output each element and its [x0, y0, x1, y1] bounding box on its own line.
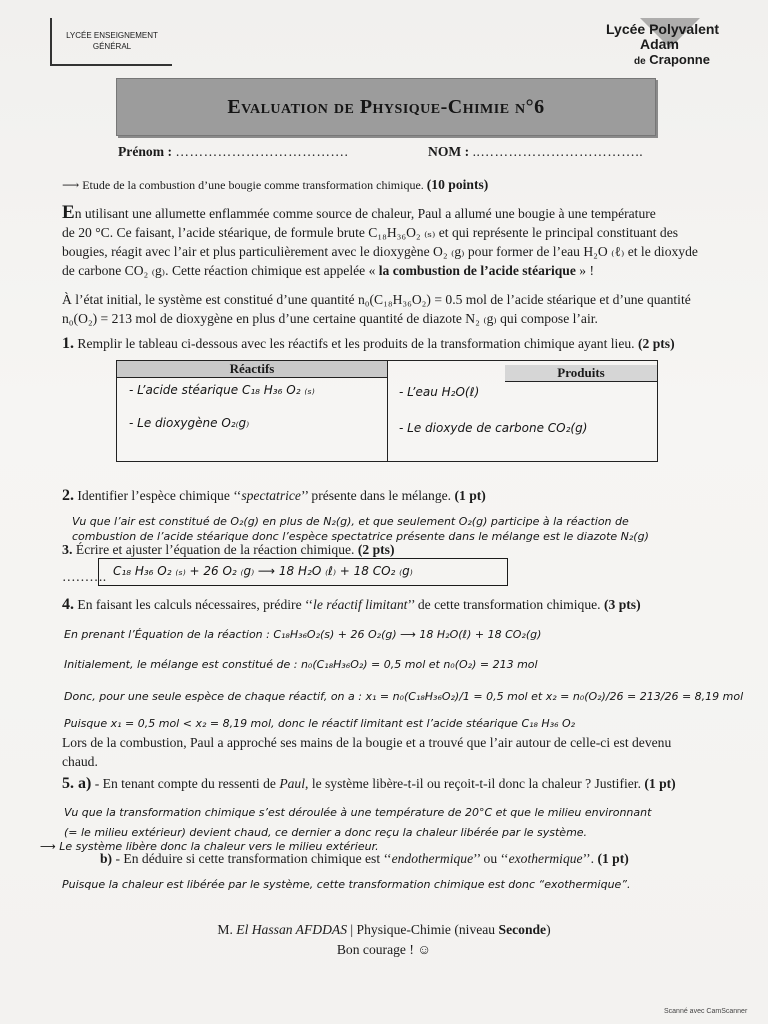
- equation-box[interactable]: [98, 558, 508, 586]
- answer-q3-equation: C₁₈ H₃₆ O₂ ₍ₛ₎ + 26 O₂ ₍g₎ ⟶ 18 H₂O ₍ℓ₎ + 18 CO₂ ₍g₎: [113, 564, 413, 578]
- school-right-line3-name: Craponne: [649, 52, 710, 67]
- question-2: 2. Identifier l’espèce chimique ‘‘spectatrice’’ présente dans le mélange. (1 pt): [62, 487, 486, 504]
- intro-p1-line3: bougies, réagit avec l’air et plus particulièrement avec le dioxygène O₂ ₍g₎ pour former de l’eau H₂O ₍ℓ₎ et le dioxyde: [62, 244, 698, 259]
- q4-keyword: le réactif limitant: [313, 597, 408, 612]
- exercise-heading: [62, 176, 488, 194]
- q5b-number: b): [100, 851, 113, 866]
- question-1: [62, 335, 675, 353]
- school-right-line2: Adam: [640, 36, 679, 52]
- school-left-line2: GÉNÉRAL: [92, 42, 132, 51]
- author-line: M. El Hassan AFDDAS | Physique-Chimie (niveau Seconde): [217, 922, 551, 937]
- question-5a: 5. a) - En tenant compte du ressenti de Paul, le système libère-t-il ou reçoit-t-il donc la chaleur ? Justifier. (1 pt): [62, 775, 676, 792]
- arrow-right-icon: ⟶: [62, 178, 80, 192]
- followup-line1: Lors de la combustion, Paul a approché ses mains de la bougie et a trouvé que l’air autour de celle-ci est devenu: [62, 735, 672, 750]
- q1-number: 1.: [62, 335, 74, 352]
- answer-q5a-line2[interactable]: (= le milieu extérieur) devient chaud, ce dernier a donc reçu la chaleur libérée par le système.: [64, 826, 588, 839]
- q4-number: 4.: [62, 596, 74, 613]
- answer-reactif-1[interactable]: - L’acide stéarique C₁₈ H₃₆ O₂ ₍ₛ₎: [129, 383, 315, 397]
- q3-number: 3.: [62, 543, 73, 558]
- reactants-products-table: [116, 360, 658, 462]
- table-header-produits: Produits: [505, 365, 657, 382]
- table-divider: [387, 361, 388, 461]
- school-label-left: [50, 18, 172, 66]
- answer-q4-line1[interactable]: En prenant l’Équation de la réaction : C₁₈H₃₆O₂(s) + 26 O₂(g) ⟶ 18 H₂O(ℓ) + 18 CO₂(g): [64, 628, 542, 641]
- exam-title-banner: [116, 78, 656, 136]
- answer-q5a-line3[interactable]: ⟶ Le système libère donc la chaleur vers le milieu extérieur.: [40, 840, 379, 853]
- q4-points: (3 pts): [603, 597, 641, 612]
- school-right-line1: Lycée Polyvalent: [606, 21, 720, 37]
- intro-p2-line1: À l’état initial, le système est constitué d’une quantité n₀(C₁₈H₃₆O₂) = 0.5 mol de l’acide stéarique et d’une quantité: [62, 292, 691, 307]
- answer-produit-2[interactable]: - Le dioxyde de carbone CO₂(g): [399, 421, 588, 435]
- followup-line2: chaud.: [62, 754, 98, 769]
- school-right-line3-prefix: de: [634, 56, 646, 67]
- question-4: 4. En faisant les calculs nécessaires, prédire ‘‘le réactif limitant’’ de cette transformation chimique. (3 pts): [62, 596, 641, 613]
- answer-q4-line2[interactable]: Initialement, le mélange est constitué de : n₀(C₁₈H₃₆O₂) = 0,5 mol et n₀(O₂) = 213 mol: [64, 658, 538, 671]
- reaction-name: la combustion de l’acide stéarique: [378, 263, 576, 278]
- answer-q5b[interactable]: Puisque la chaleur est libérée par le système, cette transformation chimique est donc “exothermique”.: [62, 878, 631, 891]
- q3-points: (2 pts): [357, 542, 395, 557]
- answer-produit-1[interactable]: - L’eau H₂O(ℓ): [399, 385, 480, 399]
- intro-paragraph-2: [62, 290, 712, 328]
- intro-p1-line2: de 20 °C. Ce faisant, l’acide stéarique, de formule brute C₁₈H₃₆O₂ ₍ₛ₎ et qui représente le principal constituant des: [62, 225, 679, 240]
- nom-label: NOM :: [428, 144, 470, 159]
- q2-number: 2.: [62, 487, 74, 504]
- q5-paul: Paul: [279, 776, 306, 791]
- good-luck-text: Bon courage ! ☺: [336, 942, 432, 957]
- exercise-points: (10 points): [426, 177, 489, 192]
- q1-points: (2 pts): [637, 336, 675, 351]
- q1-text: Remplir le tableau ci-dessous avec les réactifs et les produits de la transformation chimique ayant lieu.: [77, 336, 635, 351]
- intro-paragraph-1: [62, 203, 712, 280]
- author-name: El Hassan AFDDAS: [236, 922, 348, 937]
- prenom-dots: ……………………………….: [175, 144, 349, 159]
- scanner-watermark: Scanné avec CamScanner: [664, 1008, 748, 1015]
- school-right-line3: [606, 52, 736, 69]
- answer-q2-line2[interactable]: combustion de l’acide stéarique donc l’espèce spectatrice présente dans le mélange est le diazote N₂(g): [72, 530, 649, 543]
- q2-points: (1 pt): [454, 488, 486, 503]
- intro-p1-line4: de carbone CO₂ ₍g₎. Cette réaction chimique est appelée « la combustion de l’acide stéarique » !: [62, 263, 595, 278]
- answer-q5a-line1[interactable]: Vu que la transformation chimique s’est déroulée à une température de 20°C et que le milieu environnant: [64, 806, 652, 819]
- prenom-label: Prénom :: [118, 144, 172, 159]
- answer-q4-line3[interactable]: Donc, pour une seule espèce de chaque réactif, on a : x₁ = n₀(C₁₈H₃₆O₂)/1 = 0,5 mol et x₂ = n₀(O₂)/26 = 213/26 = 8,19 mol: [64, 690, 744, 703]
- q4-followup-text: [62, 733, 712, 771]
- answer-reactif-2[interactable]: - Le dioxygène O₂₍g₎: [129, 416, 250, 430]
- q5b-endo: endothermique: [391, 851, 474, 866]
- dropcap: E: [62, 202, 75, 223]
- table-header-reactifs: Réactifs: [117, 361, 388, 378]
- q3-text: Écrire et ajuster l’équation de la réaction chimique.: [75, 542, 355, 557]
- intro-p2-line2: n₀(O₂) = 213 mol de dioxygène en plus d’une certaine quantité de diazote N₂ ₍g₎ qui compose l’air.: [62, 311, 598, 326]
- q2-keyword: spectatrice: [241, 488, 301, 503]
- q5a-number: 5. a): [62, 775, 92, 792]
- nom-field[interactable]: [428, 143, 643, 161]
- exam-title: Evaluation de Physique-Chimie n°6: [227, 95, 545, 118]
- prenom-field[interactable]: [118, 143, 348, 161]
- answer-q2-line1[interactable]: Vu que l’air est constitué de O₂(g) en plus de N₂(g), et que seulement O₂(g) participe à la réaction de: [72, 515, 629, 528]
- exercise-heading-text: Etude de la combustion d’une bougie comme transformation chimique.: [82, 178, 424, 192]
- question-5b: b) - En déduire si cette transformation chimique est ‘‘endothermique’’ ou ‘‘exothermique’’. (1 pt): [100, 851, 629, 866]
- intro-p1-line1: n utilisant une allumette enflammée comme source de chaleur, Paul a allumé une bougie à une température: [74, 206, 656, 221]
- author-level: Seconde: [498, 922, 547, 937]
- answer-q4-line4[interactable]: Puisque x₁ = 0,5 mol < x₂ = 8,19 mol, donc le réactif limitant est l’acide stéarique C₁₈ H₃₆ O₂: [64, 717, 576, 730]
- school-label-right: [606, 22, 736, 69]
- q5b-points: (1 pt): [597, 851, 629, 866]
- q3-dots: ……….: [62, 569, 107, 584]
- q5a-points: (1 pt): [644, 776, 676, 791]
- q5b-exo: exothermique: [508, 851, 583, 866]
- nom-dots: ..……………………………..: [472, 144, 644, 159]
- school-left-line1: LYCÉE ENSEIGNEMENT: [66, 31, 158, 40]
